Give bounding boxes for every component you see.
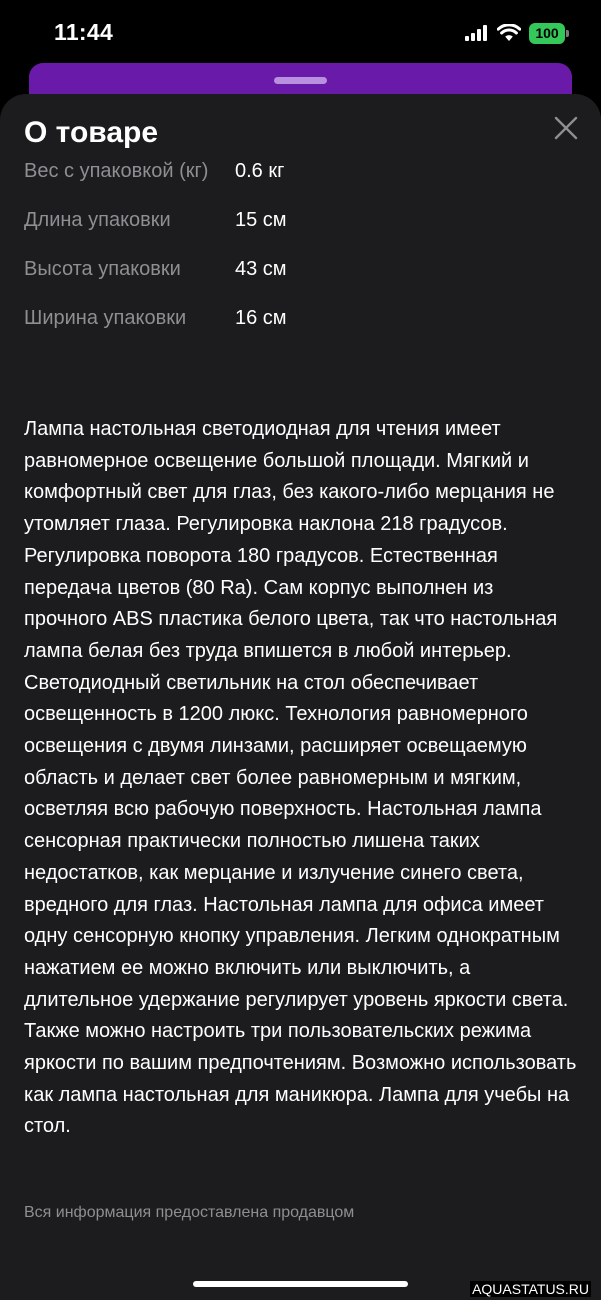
spec-label: Ширина упаковки <box>24 307 187 329</box>
close-icon <box>552 129 580 146</box>
status-time: 11:44 <box>54 19 114 45</box>
spec-list <box>24 155 577 351</box>
spec-row-width <box>24 302 577 334</box>
status-bar <box>0 0 601 64</box>
spec-label: Длина упаковки <box>24 209 171 231</box>
spec-value: 16 см <box>235 307 287 329</box>
background-sheet-grabber[interactable] <box>274 77 327 84</box>
sheet-title: О товаре <box>24 116 159 149</box>
seller-info-note: Вся информация предоставлена продавцом <box>24 1204 355 1221</box>
home-indicator[interactable] <box>193 1281 408 1287</box>
watermark: AQUASTATUS.RU <box>472 1281 589 1297</box>
product-description: Лампа настольная светодиодная для чтения имеет равномерное освещение большой площади. Мягкий и комфортный свет для глаз, без какого-либо мерцания не утомляет глаза. Регулировка наклона 218 градусов. Регулировка поворота 180 градусов. Естественная передача цветов (80 Ra). Сам корпус выполнен из прочного ABS пластика белого цвета, так что настольная лампа белая без труда впишется в любой интерьер. Светодиодный светильник на стол обеспечивает освещенность в 1200 люкс. Технология равномерного освещения с двумя линзами, расширяет освещаемую область и делает свет более равномерным и мягким, осветляя всю рабочую поверхность. Настольная лампа сенсорная практически полностью лишена таких недостатков, как мерцание и излучение синего света, вредного для глаз. Настольная лампа для офиса имеет одну сенсорную кнопку управления. Легким однократным нажатием ее можно включить или выключить, а длительное удержание регулирует уровень яркости света. Также можно настроить три пользовательских режима яркости по вашим предпочтениям. Возможно использовать как лампа настольная для маникюра. Лампа для учебы на стол. <box>24 418 577 1138</box>
spec-row-height <box>24 253 577 285</box>
spec-value: 15 см <box>235 209 287 231</box>
signal-icon <box>465 25 489 41</box>
spec-label: Высота упаковки <box>24 258 181 280</box>
battery-level: 100 <box>529 23 565 44</box>
battery-cap <box>566 30 569 37</box>
wifi-icon <box>497 24 521 42</box>
spec-row-weight <box>24 155 577 187</box>
battery-icon <box>529 23 569 44</box>
spec-row-length <box>24 204 577 236</box>
spec-value: 0.6 кг <box>235 160 285 182</box>
spec-value: 43 см <box>235 258 287 280</box>
status-icons <box>465 22 569 44</box>
close-button[interactable] <box>552 114 580 142</box>
spec-label: Вес с упаковкой (кг) <box>24 160 209 182</box>
